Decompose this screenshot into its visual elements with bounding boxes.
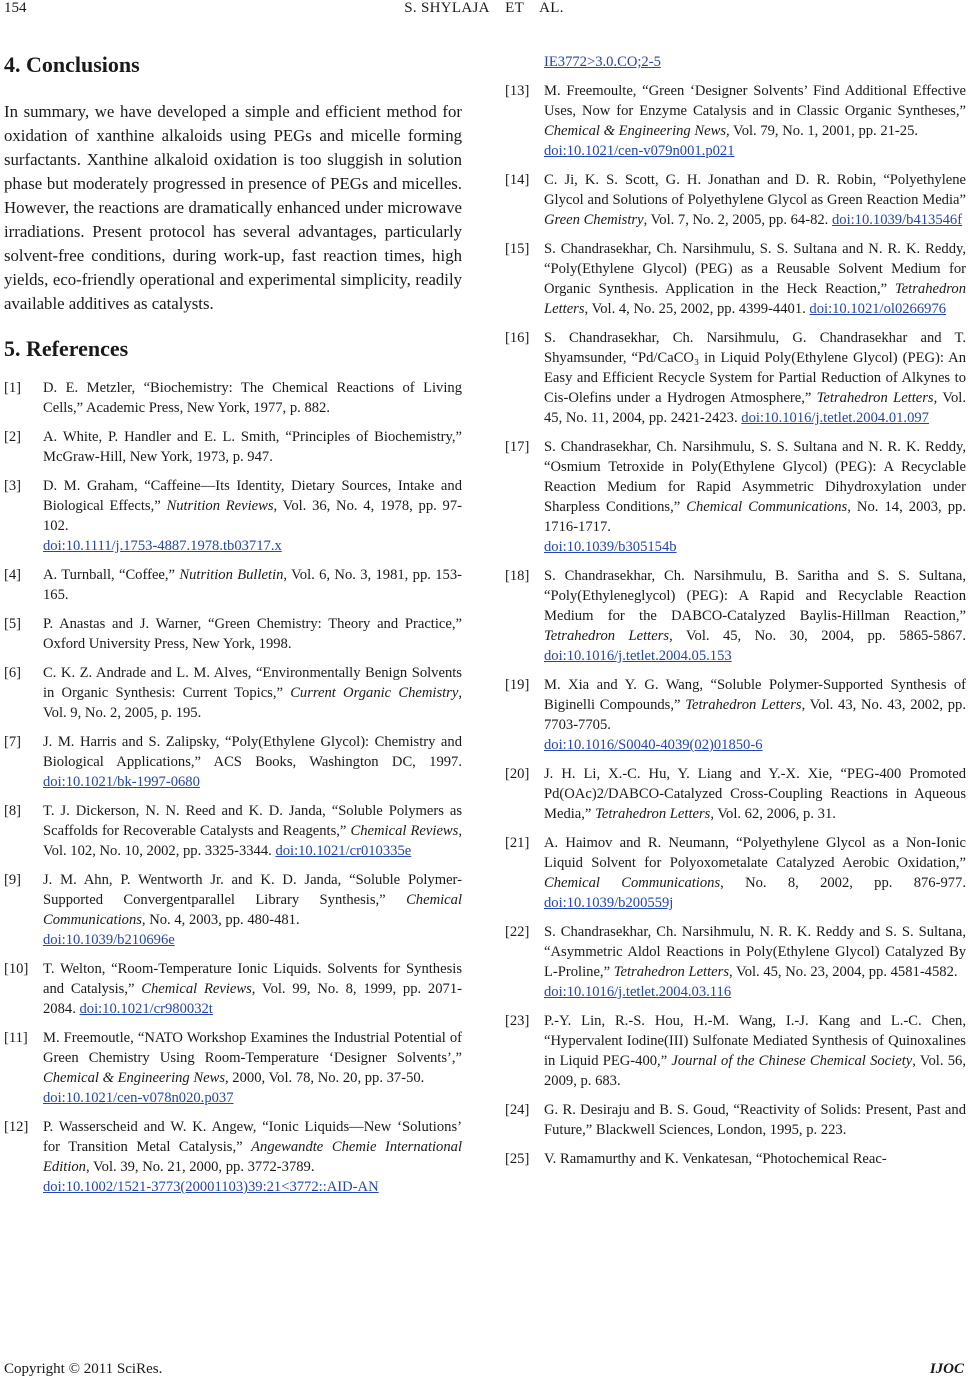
journal-name: Current Organic Chemistry bbox=[290, 685, 459, 701]
journal-name: Green Chemistry bbox=[544, 212, 644, 228]
journal-name: Tetrahedron Letters bbox=[544, 281, 966, 317]
reference-text bbox=[544, 833, 966, 913]
reference-number: [22] bbox=[505, 924, 530, 940]
reference-citation: A. Turnball, “Coffee,” bbox=[43, 567, 180, 583]
reference-citation: P. Anastas and J. Warner, “Green Chemistry: Theory and Practice,” Oxford University Press, New York, 1998. bbox=[43, 616, 462, 652]
doi-link[interactable]: doi:10.1016/j.tetlet.2004.05.153 bbox=[544, 648, 732, 664]
reference-details: , Vol. 43, No. 43, 2002, pp. 7703-7705. bbox=[544, 697, 967, 733]
reference-text bbox=[544, 239, 966, 319]
journal-name: Tetrahedron Letters bbox=[544, 628, 670, 644]
reference-details: , 2000, Vol. 78, No. 20, pp. 37-50. bbox=[225, 1070, 425, 1086]
reference-continuation[interactable] bbox=[505, 52, 966, 72]
reference-number: [19] bbox=[505, 677, 530, 693]
reference-number: [20] bbox=[505, 766, 530, 782]
doi-link[interactable]: doi:10.1021/bk-1997-0680 bbox=[43, 774, 200, 790]
doi-link[interactable]: doi:10.1021/cen-v078n020.p037 bbox=[43, 1090, 234, 1106]
reference-item bbox=[505, 1011, 966, 1091]
doi-link[interactable]: doi:10.1039/b210696e bbox=[43, 932, 175, 948]
doi-link[interactable]: doi:10.1021/cr980032t bbox=[79, 1001, 213, 1017]
reference-text bbox=[43, 378, 462, 418]
reference-text bbox=[544, 566, 966, 666]
journal-name: Nutrition Reviews bbox=[166, 498, 274, 514]
reference-citation: T. J. Dickerson, N. N. Reed and K. D. Janda, “Soluble Polymers as Scaffolds for Recoverable Catalysts and Reagents,” bbox=[43, 803, 462, 839]
doi-link[interactable]: doi:10.1111/j.1753-4887.1978.tb03717.x bbox=[43, 538, 282, 554]
reference-citation: S. Chandrasekhar, Ch. Narsihmulu, S. S. Sultana and N. R. K. Reddy, “Poly(Ethylene Glycol) (PEG) as a Reusable Solvent Medium for Organic Synthesis. Application in the Heck Reaction,” bbox=[544, 241, 966, 297]
reference-details: , Vol. 45, No. 30, 2004, pp. 5865-5867. bbox=[669, 628, 967, 644]
reference-details: , Vol. 7, No. 2, 2005, pp. 64-82. bbox=[643, 212, 832, 228]
reference-details: , Vol. 36, No. 4, 1978, pp. 97-102. bbox=[43, 498, 462, 534]
reference-number: [1] bbox=[4, 380, 22, 396]
reference-text bbox=[43, 732, 462, 792]
reference-number: [10] bbox=[4, 961, 29, 977]
journal-name: Chemical Communications bbox=[43, 892, 462, 928]
page-header bbox=[0, 0, 968, 24]
reference-number: [9] bbox=[4, 872, 22, 888]
reference-number: [17] bbox=[505, 439, 530, 455]
reference-text bbox=[544, 1149, 966, 1169]
doi-link[interactable]: doi:10.1016/j.tetlet.2004.03.116 bbox=[544, 984, 732, 1000]
reference-item bbox=[505, 566, 966, 666]
doi-link[interactable]: doi:10.1039/b305154b bbox=[544, 539, 677, 555]
journal-name: Tetrahedron Letters bbox=[816, 390, 934, 406]
reference-item bbox=[4, 378, 462, 418]
doi-link[interactable]: doi:10.1021/cen-v079n001.p021 bbox=[544, 143, 735, 159]
journal-name: Chemical & Engineering News bbox=[544, 123, 726, 139]
journal-name: Chemical Reviews bbox=[350, 823, 459, 839]
reference-citation: S. Chandrasekhar, Ch. Narsihmulu, G. Chandrasekhar and T. Shyamsunder, “Pd/CaCO₃ in Liquid Poly(Ethylene Glycol) (PEG): An Easy and Efficient Recycle System for Partial Reduction of Alkynes to Cis-Olefins under a Hydrogen Atmosphere,” bbox=[544, 330, 966, 406]
reference-item bbox=[505, 764, 966, 824]
reference-citation: S. Chandrasekhar, Ch. Narsihmulu, S. S. Sultana and N. R. K. Reddy, “Osmium Tetroxide in Poly(Ethylene Glycol) (PEG): A Recyclable Reaction Medium for Rapid Asymmetric Dihydroxylation under Sharpless Conditions,” bbox=[544, 439, 966, 515]
reference-number: [24] bbox=[505, 1102, 530, 1118]
reference-details: , No. 8, 2002, pp. 876-977. bbox=[720, 875, 966, 891]
reference-details: , Vol. 4, No. 25, 2002, pp. 4399-4401. bbox=[584, 301, 810, 317]
reference-citation: M. Freemoutle, “NATO Workshop Examines the Industrial Potential of Green Chemistry Using Room-Temperature ‘Designer Solvents’,” bbox=[43, 1030, 462, 1066]
journal-name: Chemical Communications bbox=[686, 499, 848, 515]
reference-number: [6] bbox=[4, 665, 22, 681]
reference-item bbox=[4, 427, 462, 467]
reference-text bbox=[43, 1028, 462, 1108]
reference-citation: T. Welton, “Room-Temperature Ionic Liquids. Solvents for Synthesis and Catalysis,” bbox=[43, 961, 462, 997]
reference-details: , Vol. 45, No. 23, 2004, pp. 4581-4582. bbox=[729, 964, 958, 980]
reference-number: [18] bbox=[505, 568, 530, 584]
reference-text bbox=[43, 870, 462, 950]
page-number: 154 bbox=[4, 0, 27, 16]
reference-number: [5] bbox=[4, 616, 22, 632]
reference-number: [12] bbox=[4, 1119, 29, 1135]
reference-item bbox=[505, 833, 966, 913]
running-title: S. SHYLAJA ET AL. bbox=[404, 0, 564, 16]
reference-details: , Vol. 102, No. 10, 2002, pp. 3325-3344. bbox=[43, 823, 462, 859]
reference-text bbox=[43, 476, 462, 556]
reference-text bbox=[544, 764, 966, 824]
reference-citation: C. Ji, K. S. Scott, G. H. Jonathan and D. R. Robin, “Polyethylene Glycol and Solutions of Polyethylene Glycol as Green Reaction Media” bbox=[544, 172, 966, 208]
journal-name: Chemical Reviews bbox=[141, 981, 252, 997]
reference-citation: J. M. Harris and S. Zalipsky, “Poly(Ethylene Glycol): Chemistry and Biological Applications,” ACS Books, Washington DC, 1997. bbox=[43, 734, 462, 770]
conclusions-paragraph: In summary, we have developed a simple and efficient method for oxidation of xanthine alkaloids using PEGs and micelle forming surfactants. Xanthine alkaloid oxidation is too sluggish in solution phase but moderately progressed in presence of PEGs and micelles. However, the reactions are dramatically enhanced under microwave irradiations. Present protocol has several advantages, particularly solvent-free conditions, during work-up, fast reaction times, high yields, eco-friendly operational and experimental simplicity, readily available additives as catalysts. bbox=[4, 102, 462, 313]
reference-details: , Vol. 9, No. 2, 2005, p. 195. bbox=[43, 685, 462, 721]
journal-name: Tetrahedron Letters bbox=[595, 806, 711, 822]
doi-link[interactable]: doi:10.1016/j.tetlet.2004.01.097 bbox=[741, 410, 929, 426]
reference-details: , Vol. 45, No. 11, 2004, pp. 2421-2423. bbox=[544, 390, 966, 426]
reference-citation: J. M. Ahn, P. Wentworth Jr. and K. D. Janda, “Soluble Polymer-Supported Convergentparallel Library Synthesis,” bbox=[43, 872, 462, 908]
reference-number: [7] bbox=[4, 734, 22, 750]
reference-list-left bbox=[4, 378, 462, 1197]
reference-citation: P. Wasserscheid and W. K. Angew, “Ionic Liquids—New ‘Solutions’ for Transition Metal Catalysis,” bbox=[43, 1119, 462, 1155]
reference-citation: P.-Y. Lin, R.-S. Hou, H.-M. Wang, I.-J. Kang and L.-C. Chen, “Hypervalent Iodine(III) Sulfonate Mediated Synthesis of Quinoxalines in Liquid PEG-400,” bbox=[544, 1013, 966, 1069]
reference-citation: S. Chandrasekhar, Ch. Narsihmulu, B. Saritha and S. S. Sultana, “Poly(Ethyleneglycol) (PEG): A Rapid and Recyclable Reaction Medium for the DABCO-Catalyzed Baylis-Hillman Reaction,” bbox=[544, 568, 966, 624]
reference-item bbox=[505, 239, 966, 319]
doi-link[interactable]: doi:10.1021/ol0266976 bbox=[809, 301, 947, 317]
reference-number: [3] bbox=[4, 478, 22, 494]
journal-name: Chemical & Engineering News bbox=[43, 1070, 225, 1086]
reference-text bbox=[43, 663, 462, 723]
copyright-notice: Copyright © 2011 SciRes. bbox=[4, 1361, 163, 1377]
reference-citation: D. M. Graham, “Caffeine—Its Identity, Dietary Sources, Intake and Biological Effects,” bbox=[43, 478, 462, 514]
journal-name: Angewandte Chemie International Edition bbox=[43, 1139, 462, 1175]
reference-citation: A. White, P. Handler and E. L. Smith, “Principles of Biochemistry,” McGraw-Hill, New York, 1973, p. 947. bbox=[43, 429, 462, 465]
journal-code: IJOC bbox=[929, 1361, 964, 1377]
reference-item bbox=[505, 328, 966, 428]
reference-citation: V. Ramamurthy and K. Venkatesan, “Photochemical Reac- bbox=[544, 1151, 887, 1167]
reference-text bbox=[43, 427, 462, 467]
reference-number: [13] bbox=[505, 83, 530, 99]
reference-citation: M. Freemoulte, “Green ‘Designer Solvents’ Find Additional Effective Uses, Now for Enzyme Catalysis and in Classic Organic Syntheses,” bbox=[544, 83, 966, 119]
reference-details: , Vol. 99, No. 8, 1999, pp. 2071-2084. bbox=[43, 981, 462, 1017]
reference-details: , Vol. 6, No. 3, 1981, pp. 153-165. bbox=[43, 567, 462, 603]
reference-item bbox=[4, 801, 462, 861]
reference-item bbox=[505, 922, 966, 1002]
reference-details: , Vol. 39, No. 21, 2000, pp. 3772-3789. bbox=[85, 1159, 315, 1175]
reference-citation: A. Haimov and R. Neumann, “Polyethylene Glycol as a Non-Ionic Liquid Solvent for Polyoxometalate Catalyzed Aerobic Oxidation,” bbox=[544, 835, 966, 871]
reference-details: , Vol. 79, No. 1, 2001, pp. 21-25. bbox=[726, 123, 919, 139]
reference-number: [21] bbox=[505, 835, 530, 851]
doi-link[interactable]: IE3772>3.0.CO;2-5 bbox=[544, 54, 661, 70]
reference-citation: G. R. Desiraju and B. S. Goud, “Reactivity of Solids: Present, Past and Future,” Blackwell Sciences, London, 1995, p. 223. bbox=[544, 1102, 966, 1138]
reference-item bbox=[4, 732, 462, 792]
reference-item bbox=[4, 959, 462, 1019]
reference-number: [14] bbox=[505, 172, 530, 188]
doi-link[interactable]: doi:10.1002/1521-3773(20001103)39:21<3772::AID-AN bbox=[43, 1179, 379, 1195]
reference-item bbox=[4, 870, 462, 950]
reference-item bbox=[4, 565, 462, 605]
reference-item bbox=[4, 1028, 462, 1108]
reference-number: [8] bbox=[4, 803, 22, 819]
reference-text bbox=[544, 170, 966, 230]
reference-text bbox=[544, 1100, 966, 1140]
conclusions-heading: 4. Conclusions bbox=[4, 52, 140, 77]
reference-number: [23] bbox=[505, 1013, 530, 1029]
reference-item bbox=[4, 663, 462, 723]
reference-text bbox=[544, 81, 966, 161]
reference-item bbox=[505, 437, 966, 557]
reference-text bbox=[544, 1011, 966, 1091]
reference-details: , Vol. 56, 2009, p. 683. bbox=[544, 1053, 966, 1089]
reference-text bbox=[43, 801, 462, 861]
journal-name: Chemical Communications bbox=[544, 875, 721, 891]
reference-details: , No. 14, 2003, pp. 1716-1717. bbox=[544, 499, 966, 535]
reference-citation: D. E. Metzler, “Biochemistry: The Chemical Reactions of Living Cells,” Academic Press, New York, 1977, p. 882. bbox=[43, 380, 462, 416]
reference-number: [11] bbox=[4, 1030, 28, 1046]
reference-item bbox=[505, 675, 966, 755]
reference-text bbox=[544, 437, 966, 557]
doi-link[interactable]: doi:10.1039/b413546f bbox=[831, 212, 963, 228]
reference-item bbox=[4, 476, 462, 556]
left-column bbox=[4, 50, 462, 1206]
doi-link[interactable]: doi:10.1039/b200559j bbox=[544, 895, 674, 911]
reference-number: [25] bbox=[505, 1151, 530, 1167]
reference-details: , Vol. 62, 2006, p. 31. bbox=[710, 806, 836, 822]
reference-number: [15] bbox=[505, 241, 530, 257]
doi-link[interactable]: doi:10.1021/cr010335e bbox=[275, 843, 412, 859]
reference-number: [4] bbox=[4, 567, 22, 583]
reference-citation: S. Chandrasekhar, Ch. Narsihmulu, N. R. K. Reddy and S. S. Sultana, “Asymmetric Aldol Reactions in Poly(Ethylene Glycol) Catalyzed By L-Proline,” bbox=[544, 924, 966, 980]
reference-item bbox=[505, 1149, 966, 1169]
journal-name: Tetrahedron Letters bbox=[685, 697, 802, 713]
reference-text bbox=[43, 565, 462, 605]
reference-text bbox=[43, 1117, 462, 1197]
reference-text bbox=[43, 614, 462, 654]
right-column bbox=[505, 52, 966, 1178]
reference-text bbox=[43, 959, 462, 1019]
doi-link[interactable]: doi:10.1016/S0040-4039(02)01850-6 bbox=[544, 737, 763, 753]
reference-item bbox=[4, 614, 462, 654]
reference-details: , No. 4, 2003, pp. 480-481. bbox=[141, 912, 300, 928]
reference-text bbox=[544, 922, 966, 1002]
journal-name: Nutrition Bulletin bbox=[179, 567, 284, 583]
reference-item bbox=[505, 170, 966, 230]
reference-item bbox=[505, 81, 966, 161]
journal-name: Journal of the Chinese Chemical Society bbox=[671, 1053, 913, 1069]
reference-citation: M. Xia and Y. G. Wang, “Soluble Polymer-Supported Synthesis of Biginelli Compounds,” bbox=[544, 677, 966, 713]
reference-text bbox=[544, 328, 966, 428]
reference-citation: J. H. Li, X.-C. Hu, Y. Liang and Y.-X. Xie, “PEG-400 Promoted Pd(OAc)2/DABCO-Catalyzed Cross-Coupling Reactions in Aqueous Media,” bbox=[544, 766, 966, 822]
reference-number: [2] bbox=[4, 429, 22, 445]
reference-list-right bbox=[505, 81, 966, 1169]
reference-text bbox=[544, 675, 966, 755]
journal-name: Tetrahedron Letters bbox=[613, 964, 729, 980]
reference-item bbox=[4, 1117, 462, 1197]
reference-number: [16] bbox=[505, 330, 530, 346]
reference-citation: C. K. Z. Andrade and L. M. Alves, “Environmentally Benign Solvents in Organic Synthesis: Current Topics,” bbox=[43, 665, 462, 701]
reference-item bbox=[505, 1100, 966, 1140]
references-heading: 5. References bbox=[4, 336, 129, 361]
